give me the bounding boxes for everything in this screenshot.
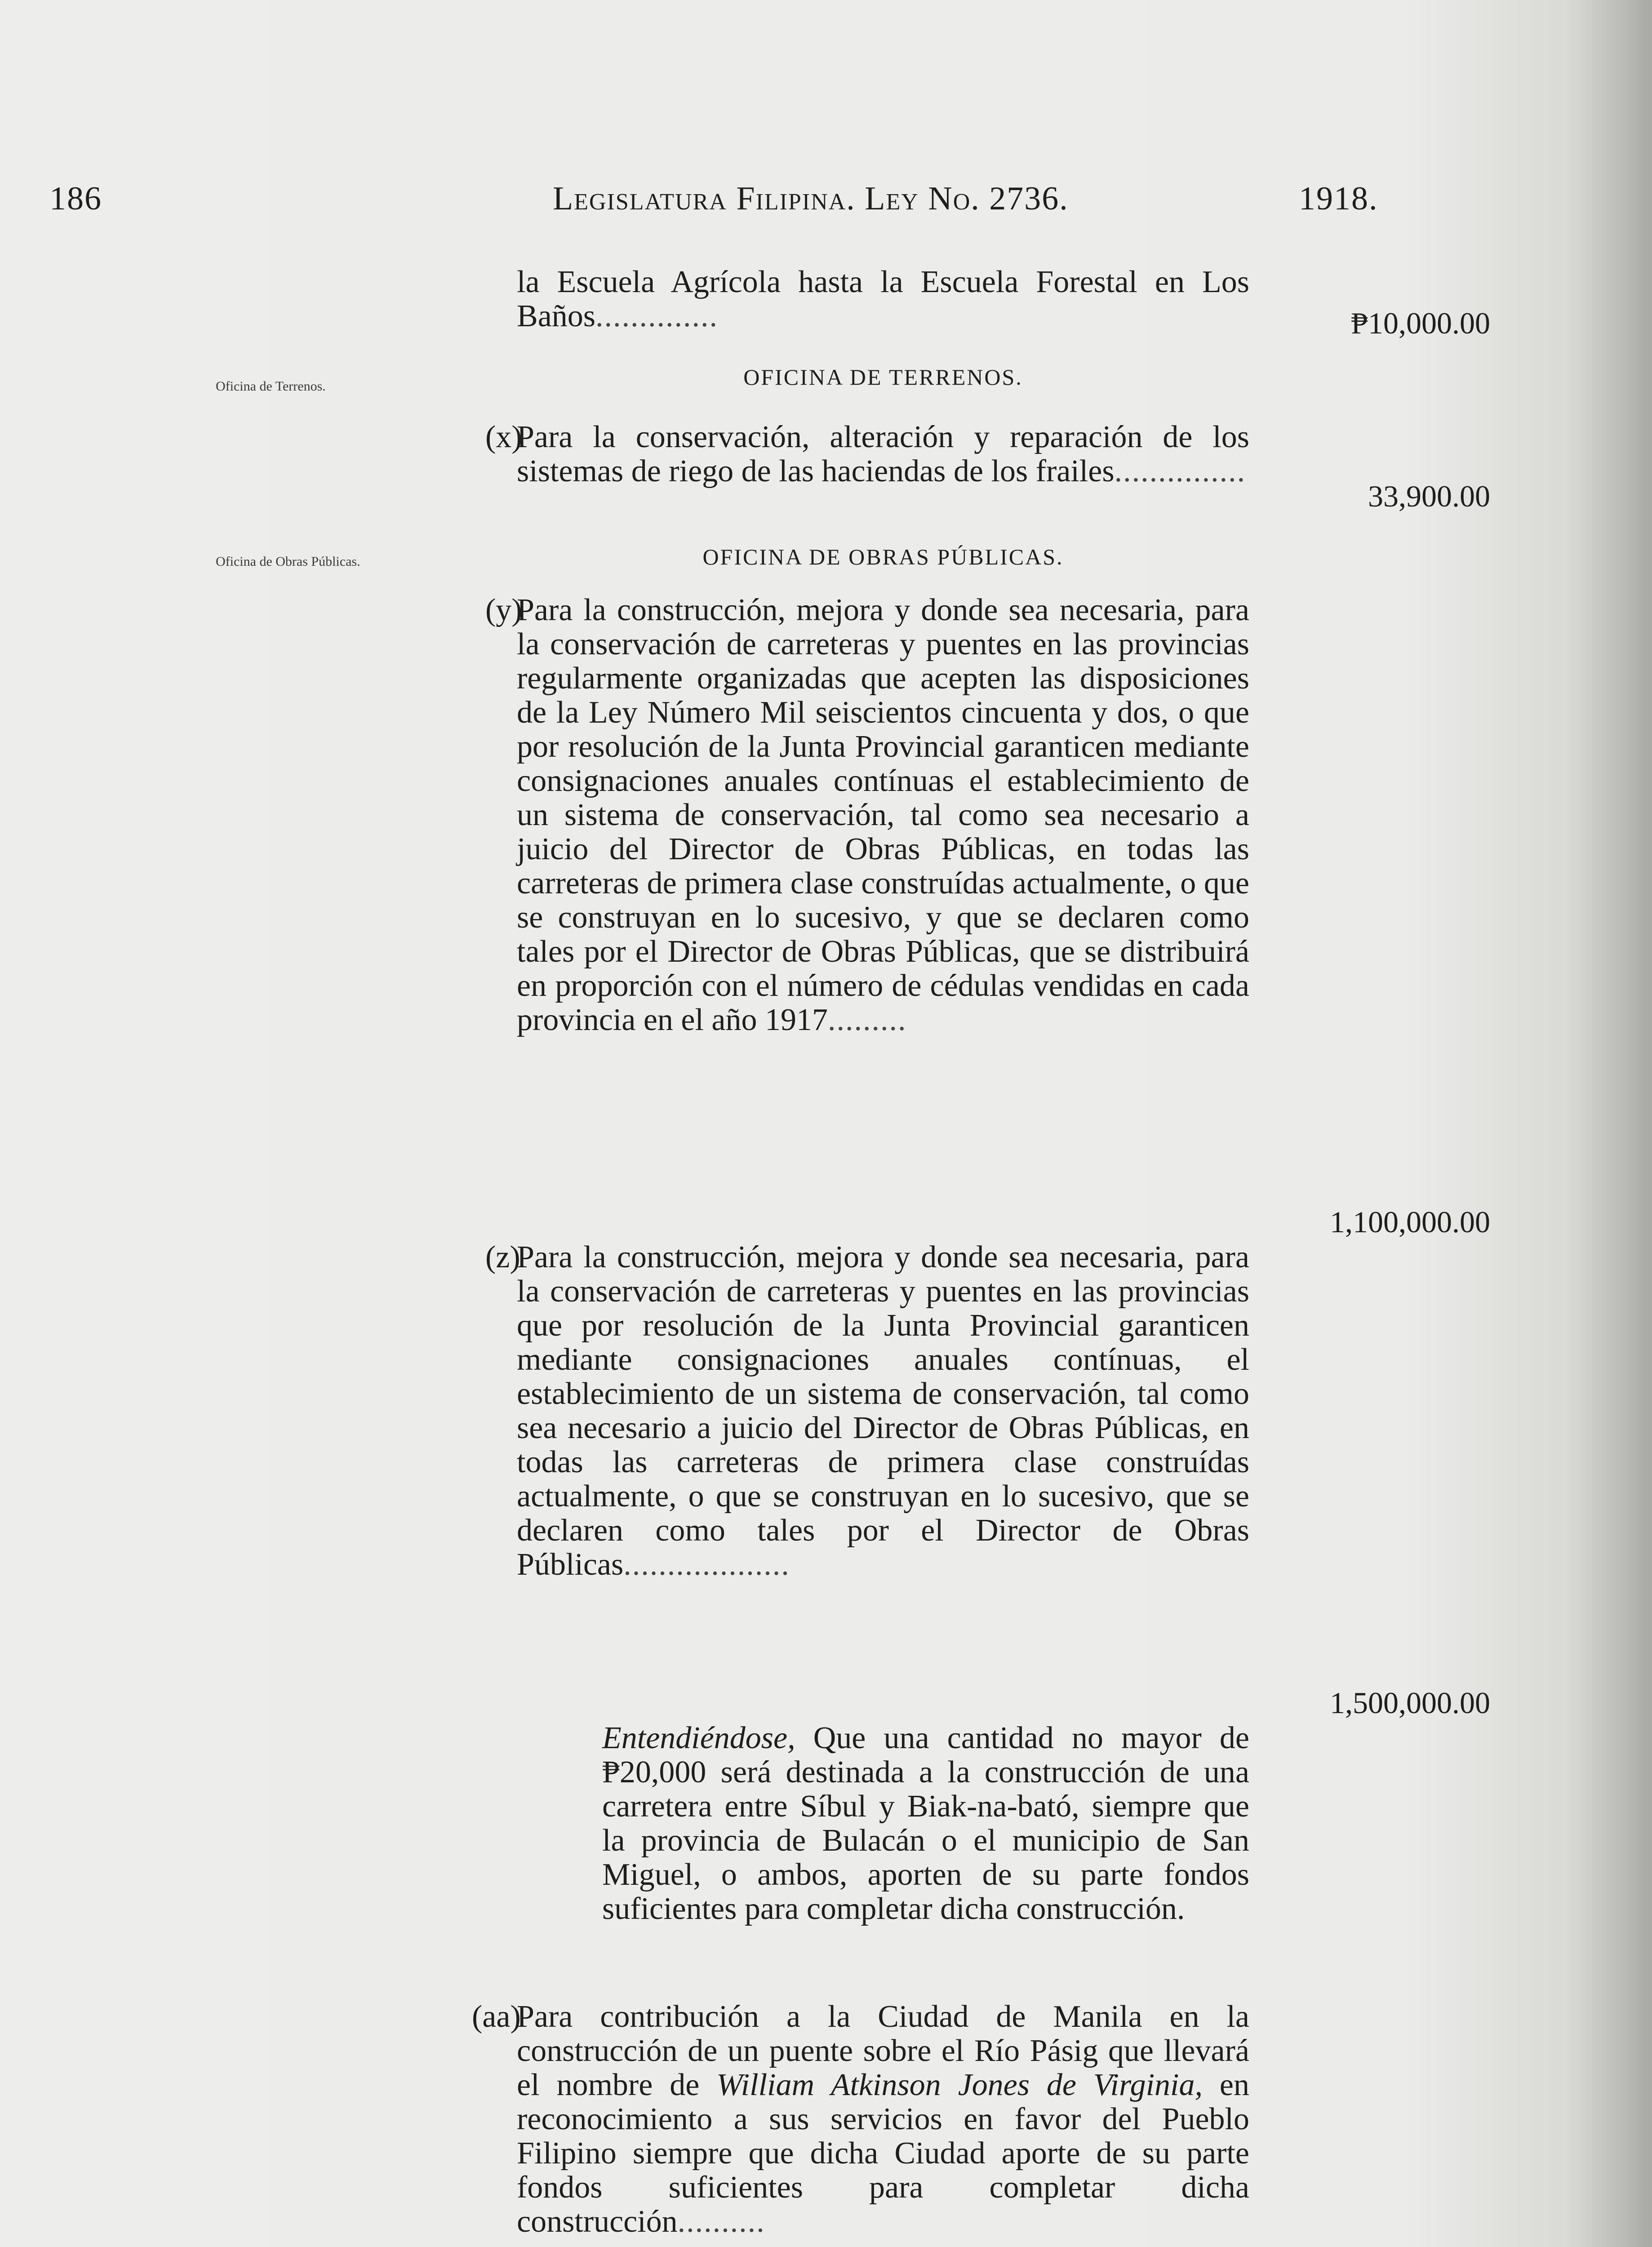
item-text [517,420,1249,488]
header-year: 1918. [1299,180,1378,217]
item-aa-text-a: Para contribución a la Ciudad de Manila en la construcción de un puente sobre el Río Pásig que llevará el nombre de [517,1999,1249,2102]
item-x [472,420,1249,528]
item-text [517,1240,1249,1582]
proviso-lead: Entendiéndose, [602,1721,795,1755]
intro-amount: ₱10,000.00 [1351,306,1490,340]
item-x-amount: 33,900.00 [1368,479,1490,513]
running-title: Legislatura Filipina. Ley No. 2736. [553,180,1069,217]
item-text [517,593,1249,1037]
item-label: (y) [485,593,522,627]
intro-paragraph [517,265,1249,333]
heading-oficina-obras-publicas: OFICINA DE OBRAS PÚBLICAS. [702,544,1064,569]
item-z-amount: 1,500,000.00 [1330,1686,1490,1720]
margin-note-terrenos: Oficina de Terrenos. [216,379,326,394]
item-label: (x) [485,420,522,454]
item-y [472,593,1249,1267]
item-label: (aa) [472,1999,521,2034]
leader-dots: .............. [595,299,718,333]
item-z-proviso [602,1721,1249,1926]
margin-note-obras-publicas: Oficina de Obras Públicas. [216,554,360,569]
proviso-text: Que una cantidad no mayor de ₱20,000 será destinada a la construcción de una carretera entre Síbul y Biak-na-bató, siempre que la provincia de Bulacán o el municipio de San Miguel, o ambos, aporten de su parte fondos suficientes para completar dicha construcción. [602,1721,1249,1926]
item-label: (z) [485,1240,520,1274]
item-text [517,2000,1249,2239]
item-aa-text-b: en reconocimiento a sus servicios en favor del Pueblo Filipino siempre que dicha Ciudad aporte de su parte fondos suficientes para completar dicha construcción [517,2068,1249,2239]
intro-text: la Escuela Agrícola hasta la Escuela Forestal en Los Baños [517,265,1249,333]
item-y-text: Para la construcción, mejora y donde sea necesaria, para la conservación de carreteras y puentes en las provincias regularmente organizadas que acepten las disposiciones de la Ley Número Mil seiscientos cincuenta y dos, o que por resolución de la Junta Provincial garanticen mediante consignaciones anuales contínuas el establecimiento de un sistema de conservación, tal como sea necesario a juicio del Director de Obras Públicas, en todas las carreteras de primera clase construídas actualmente, o que se construyan en lo sucesivo, y que se declaren como tales por el Director de Obras Públicas, que se distribuirá en proporción con el número de cédulas vendidas en cada provincia en el año 1917 [517,593,1249,1037]
page-number: 186 [49,180,102,217]
page-header [49,180,1488,225]
leader-dots: ................... [623,1547,790,1582]
item-y-amount: 1,100,000.00 [1330,1205,1490,1239]
heading-oficina-terrenos: OFICINA DE TERRENOS. [743,364,1023,390]
leader-dots: ............... [1114,454,1246,488]
item-x-text: Para la conservación, alteración y reparación de los sistemas de riego de las haciendas de los frailes [517,420,1249,488]
item-z-text: Para la construcción, mejora y donde sea necesaria, para la conservación de carreteras y puentes en las provincias que por resolución de la Junta Provincial garanticen mediante consignaciones anuales contínuas, el establecimiento de un sistema de conservación, tal como sea necesario a juicio del Director de Obras Públicas, en todas las carreteras de primera clase construídas actualmente, o que se construyan en lo sucesivo, que se declaren como tales por el Director de Obras Públicas [517,1240,1249,1582]
leader-dots: ......... [828,1003,907,1037]
item-z [472,1240,1249,1726]
leader-dots: .......... [677,2204,765,2239]
honoree-name: William Atkinson Jones de Virginia, [716,2068,1203,2102]
item-aa [472,2000,1249,2247]
